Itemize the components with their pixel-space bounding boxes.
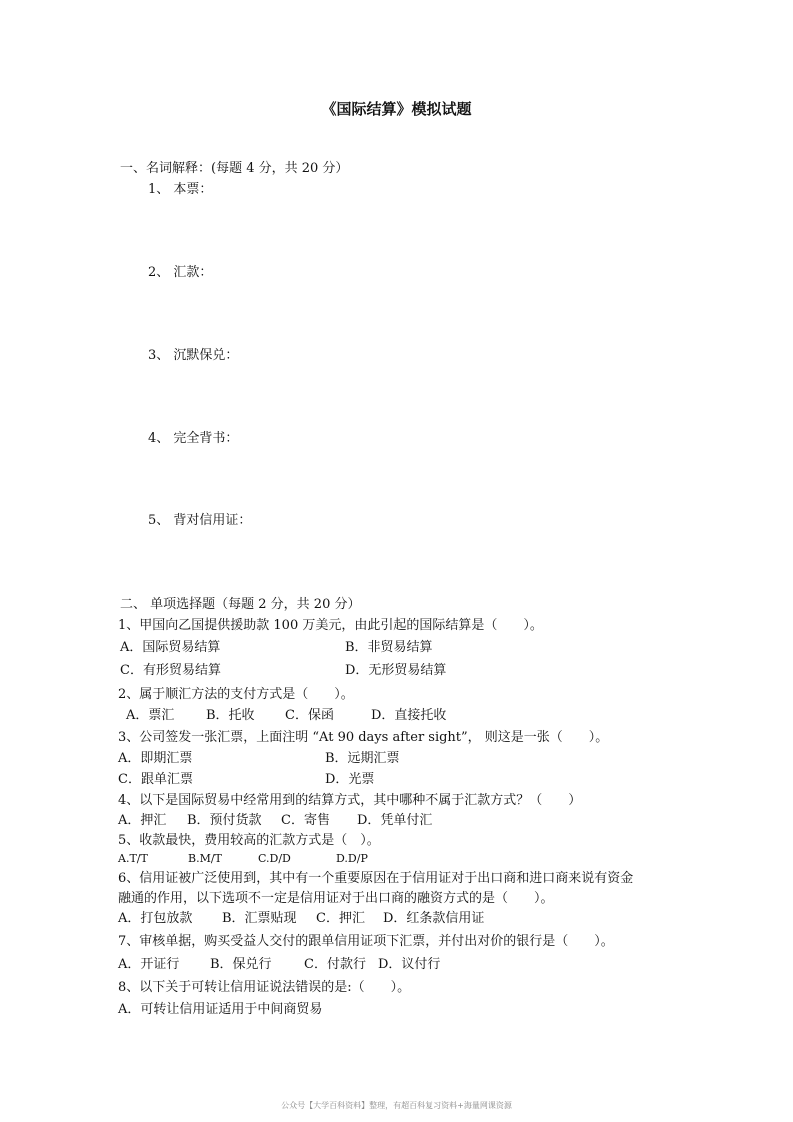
option: D．凭单付汇 bbox=[357, 813, 433, 828]
option: D．议付行 bbox=[378, 957, 441, 972]
question-6: 6、信用证被广泛使用到，其中有一个重要原因在于信用证对于出口商和进口商来说有资金 bbox=[118, 871, 634, 886]
option: B．预付货款 bbox=[187, 813, 262, 828]
term-3: 3、 沉默保兑： bbox=[148, 348, 239, 363]
term-5: 5、 背对信用证： bbox=[148, 513, 252, 528]
option: D．光票 bbox=[325, 772, 375, 787]
option: B．保兑行 bbox=[210, 957, 272, 972]
option: B．托收 bbox=[206, 708, 255, 723]
option: A．押汇 bbox=[118, 813, 167, 828]
term-1: 1、 本票： bbox=[148, 182, 213, 197]
option: A．票汇 bbox=[126, 708, 175, 723]
option: B．非贸易结算 bbox=[345, 640, 433, 655]
option: B.M/T bbox=[188, 852, 222, 865]
section2-heading: 二、 单项选择题（每题 2 分，共 20 分） bbox=[120, 597, 361, 612]
option: C．跟单汇票 bbox=[118, 772, 193, 787]
option: A．国际贸易结算 bbox=[120, 640, 221, 655]
option: A．可转让信用证适用于中间商贸易 bbox=[118, 1002, 323, 1017]
option: A．开证行 bbox=[118, 957, 180, 972]
question-7: 7、审核单据，购买受益人交付的跟单信用证项下汇票，并付出对价的银行是（ ）。 bbox=[118, 934, 614, 949]
footer-note: 公众号【大学百科资料】整理，有超百科复习资料+海量网课资源 bbox=[281, 1101, 512, 1110]
term-2: 2、 汇款： bbox=[148, 265, 213, 280]
question-1: 1、甲国向乙国提供援助款 100 万美元，由此引起的国际结算是（ ）。 bbox=[118, 618, 543, 633]
option: C．付款行 bbox=[304, 957, 366, 972]
option: C．有形贸易结算 bbox=[120, 663, 221, 678]
option: C．寄售 bbox=[281, 813, 330, 828]
option: C．保函 bbox=[285, 708, 334, 723]
option: B．远期汇票 bbox=[325, 751, 400, 766]
option: A．打包放款 bbox=[118, 911, 193, 926]
term-4: 4、 完全背书： bbox=[148, 431, 239, 446]
question-6-cont: 融通的作用，以下选项不一定是信用证对于出口商的融资方式的是（ ）。 bbox=[118, 891, 554, 906]
option: A．即期汇票 bbox=[118, 751, 193, 766]
question-4: 4、以下是国际贸易中经常用到的结算方式，其中哪种不属于汇款方式？（ ） bbox=[118, 793, 582, 808]
option: B．汇票贴现 bbox=[222, 911, 297, 926]
option: D．无形贸易结算 bbox=[345, 663, 447, 678]
option: D．红条款信用证 bbox=[383, 911, 485, 926]
option: A.T/T bbox=[118, 852, 148, 865]
option: D.D/P bbox=[336, 852, 368, 865]
question-8: 8、以下关于可转让信用证说法错误的是:（ ）。 bbox=[118, 980, 411, 995]
section1-heading: 一、名词解释：(每题 4 分，共 20 分） bbox=[120, 161, 349, 176]
option: C.D/D bbox=[258, 852, 291, 865]
question-2: 2、属于顺汇方法的支付方式是（ ）。 bbox=[118, 687, 354, 702]
question-3: 3、公司签发一张汇票，上面注明 “At 90 days after sight”， 则这是一张（ ）。 bbox=[118, 730, 609, 745]
option: D．直接托收 bbox=[371, 708, 447, 723]
option: C．押汇 bbox=[316, 911, 365, 926]
question-5: 5、收款最快，费用较高的汇款方式是（ ）。 bbox=[118, 833, 380, 848]
page-title: 《国际结算》模拟试题 bbox=[321, 100, 472, 118]
